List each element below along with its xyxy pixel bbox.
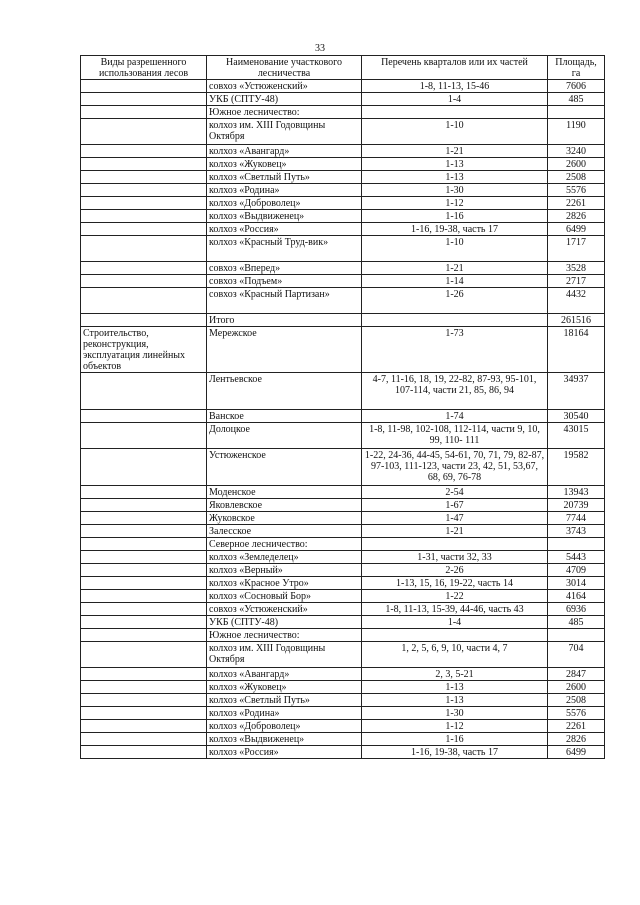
cell-quarters: 1-4 bbox=[362, 93, 548, 106]
cell-forestry: колхоз «Родина» bbox=[207, 184, 362, 197]
cell-forestry: колхоз «Родина» bbox=[207, 707, 362, 720]
cell-use bbox=[81, 499, 207, 512]
cell-use bbox=[81, 629, 207, 642]
cell-forestry: колхоз им. XIII Годовщины Октября bbox=[207, 642, 362, 668]
table-row bbox=[81, 694, 605, 707]
cell-area: 485 bbox=[548, 93, 605, 106]
cell-forestry: Жуковское bbox=[207, 512, 362, 525]
table-row bbox=[81, 423, 605, 449]
cell-quarters: 2, 3, 5-21 bbox=[362, 668, 548, 681]
cell-use bbox=[81, 449, 207, 486]
cell-area: 4164 bbox=[548, 590, 605, 603]
cell-quarters: 1-21 bbox=[362, 262, 548, 275]
cell-quarters: 1-30 bbox=[362, 184, 548, 197]
cell-use bbox=[81, 668, 207, 681]
cell-use bbox=[81, 171, 207, 184]
cell-area: 2826 bbox=[548, 210, 605, 223]
cell-use bbox=[81, 564, 207, 577]
cell-area: 5576 bbox=[548, 184, 605, 197]
header-use: Виды разрешенного использования лесов bbox=[81, 56, 207, 80]
cell-forestry: Южное лесничество: bbox=[207, 629, 362, 642]
cell-area bbox=[548, 629, 605, 642]
cell-area: 7606 bbox=[548, 80, 605, 93]
cell-forestry: Мережское bbox=[207, 327, 362, 373]
cell-forestry: Лентьевское bbox=[207, 373, 362, 410]
cell-forestry: Итого bbox=[207, 314, 362, 327]
cell-quarters: 2-54 bbox=[362, 486, 548, 499]
table-row bbox=[81, 525, 605, 538]
cell-area bbox=[548, 106, 605, 119]
cell-use bbox=[81, 275, 207, 288]
cell-quarters: 1-26 bbox=[362, 288, 548, 314]
table-row bbox=[81, 668, 605, 681]
cell-quarters: 1-13 bbox=[362, 681, 548, 694]
cell-area: 3014 bbox=[548, 577, 605, 590]
cell-quarters: 1-8, 11-13, 15-46 bbox=[362, 80, 548, 93]
table-row bbox=[81, 197, 605, 210]
cell-forestry: колхоз «Красное Утро» bbox=[207, 577, 362, 590]
cell-area: 2508 bbox=[548, 171, 605, 184]
cell-use bbox=[81, 197, 207, 210]
cell-use bbox=[81, 616, 207, 629]
cell-forestry: колхоз «Россия» bbox=[207, 746, 362, 759]
cell-area: 6499 bbox=[548, 223, 605, 236]
cell-quarters: 1-14 bbox=[362, 275, 548, 288]
cell-forestry: Яковлевское bbox=[207, 499, 362, 512]
cell-use bbox=[81, 681, 207, 694]
cell-use bbox=[81, 314, 207, 327]
cell-use bbox=[81, 525, 207, 538]
cell-quarters: 1-21 bbox=[362, 145, 548, 158]
header-quarters: Перечень кварталов или их частей bbox=[362, 56, 548, 80]
cell-area: 5576 bbox=[548, 707, 605, 720]
cell-area: 4709 bbox=[548, 564, 605, 577]
cell-forestry: колхоз «Земледелец» bbox=[207, 551, 362, 564]
cell-area: 2261 bbox=[548, 720, 605, 733]
table-row bbox=[81, 616, 605, 629]
cell-quarters: 1-12 bbox=[362, 720, 548, 733]
cell-area: 13943 bbox=[548, 486, 605, 499]
table-row bbox=[81, 288, 605, 314]
table-row bbox=[81, 93, 605, 106]
cell-area: 2600 bbox=[548, 681, 605, 694]
cell-use bbox=[81, 538, 207, 551]
cell-quarters: 1-10 bbox=[362, 119, 548, 145]
table-row bbox=[81, 210, 605, 223]
table-row bbox=[81, 681, 605, 694]
cell-quarters: 1, 2, 5, 6, 9, 10, части 4, 7 bbox=[362, 642, 548, 668]
cell-use bbox=[81, 119, 207, 145]
cell-use bbox=[81, 80, 207, 93]
cell-forestry: колхоз «Доброволец» bbox=[207, 197, 362, 210]
cell-quarters: 1-13 bbox=[362, 694, 548, 707]
cell-use bbox=[81, 93, 207, 106]
cell-area: 2717 bbox=[548, 275, 605, 288]
cell-use bbox=[81, 410, 207, 423]
cell-forestry: колхоз «Светлый Путь» bbox=[207, 171, 362, 184]
cell-use bbox=[81, 262, 207, 275]
table-row bbox=[81, 184, 605, 197]
cell-quarters: 1-22 bbox=[362, 590, 548, 603]
cell-forestry: совхоз «Устюженский» bbox=[207, 80, 362, 93]
header-forestry: Наименование участкового лесничества bbox=[207, 56, 362, 80]
table-row bbox=[81, 327, 605, 373]
cell-forestry: колхоз «Красный Труд-вик» bbox=[207, 236, 362, 262]
cell-forestry: колхоз «Авангард» bbox=[207, 145, 362, 158]
cell-quarters: 1-31, части 32, 33 bbox=[362, 551, 548, 564]
cell-area: 1190 bbox=[548, 119, 605, 145]
cell-quarters: 1-16, 19-38, часть 17 bbox=[362, 746, 548, 759]
cell-area: 7744 bbox=[548, 512, 605, 525]
cell-use bbox=[81, 746, 207, 759]
table-row bbox=[81, 80, 605, 93]
table-row bbox=[81, 449, 605, 486]
table-row bbox=[81, 106, 605, 119]
cell-quarters: 1-74 bbox=[362, 410, 548, 423]
cell-quarters: 1-13 bbox=[362, 158, 548, 171]
cell-quarters: 1-8, 11-98, 102-108, 112-114, части 9, 10, 99, 110- 111 bbox=[362, 423, 548, 449]
cell-quarters: 1-47 bbox=[362, 512, 548, 525]
table-row bbox=[81, 171, 605, 184]
cell-quarters: 1-12 bbox=[362, 197, 548, 210]
table-body bbox=[81, 80, 605, 759]
cell-area: 2508 bbox=[548, 694, 605, 707]
cell-use bbox=[81, 512, 207, 525]
cell-forestry: колхоз «Россия» bbox=[207, 223, 362, 236]
table-row bbox=[81, 512, 605, 525]
cell-area: 704 bbox=[548, 642, 605, 668]
cell-forestry: колхоз «Верный» bbox=[207, 564, 362, 577]
table-row bbox=[81, 145, 605, 158]
table-row bbox=[81, 551, 605, 564]
cell-forestry: Моденское bbox=[207, 486, 362, 499]
cell-area: 261516 bbox=[548, 314, 605, 327]
cell-quarters: 1-10 bbox=[362, 236, 548, 262]
cell-area: 18164 bbox=[548, 327, 605, 373]
cell-use bbox=[81, 158, 207, 171]
cell-area: 30540 bbox=[548, 410, 605, 423]
cell-area: 1717 bbox=[548, 236, 605, 262]
cell-forestry: колхоз «Сосновый Бор» bbox=[207, 590, 362, 603]
cell-forestry: Долоцкое bbox=[207, 423, 362, 449]
cell-area: 485 bbox=[548, 616, 605, 629]
table-row bbox=[81, 314, 605, 327]
table-row bbox=[81, 577, 605, 590]
table-row bbox=[81, 564, 605, 577]
cell-quarters bbox=[362, 106, 548, 119]
table-row bbox=[81, 373, 605, 410]
table-row bbox=[81, 590, 605, 603]
cell-use bbox=[81, 551, 207, 564]
cell-use bbox=[81, 145, 207, 158]
cell-forestry: Ванское bbox=[207, 410, 362, 423]
cell-use bbox=[81, 577, 207, 590]
table-row bbox=[81, 158, 605, 171]
cell-use bbox=[81, 210, 207, 223]
table-row bbox=[81, 262, 605, 275]
cell-use: Строительство, реконструкция, эксплуатация линейных объектов bbox=[81, 327, 207, 373]
cell-use bbox=[81, 184, 207, 197]
cell-use bbox=[81, 720, 207, 733]
cell-quarters: 1-4 bbox=[362, 616, 548, 629]
table-row bbox=[81, 236, 605, 262]
table-row bbox=[81, 410, 605, 423]
table-row bbox=[81, 499, 605, 512]
cell-area: 3240 bbox=[548, 145, 605, 158]
cell-quarters: 4-7, 11-16, 18, 19, 22-82, 87-93, 95-101, 107-114, части 21, 85, 86, 94 bbox=[362, 373, 548, 410]
table-row bbox=[81, 707, 605, 720]
table-header bbox=[81, 56, 605, 80]
table-row bbox=[81, 275, 605, 288]
cell-area: 34937 bbox=[548, 373, 605, 410]
cell-quarters: 1-73 bbox=[362, 327, 548, 373]
cell-use bbox=[81, 707, 207, 720]
cell-forestry: УКБ (СПТУ-48) bbox=[207, 93, 362, 106]
cell-area: 5443 bbox=[548, 551, 605, 564]
cell-quarters: 1-67 bbox=[362, 499, 548, 512]
cell-use bbox=[81, 223, 207, 236]
table-row bbox=[81, 733, 605, 746]
cell-area: 4432 bbox=[548, 288, 605, 314]
cell-quarters: 1-16, 19-38, часть 17 bbox=[362, 223, 548, 236]
cell-use bbox=[81, 486, 207, 499]
cell-area: 2600 bbox=[548, 158, 605, 171]
cell-forestry: колхоз им. XIII Годовщины Октября bbox=[207, 119, 362, 145]
cell-use bbox=[81, 642, 207, 668]
cell-use bbox=[81, 106, 207, 119]
table-row bbox=[81, 746, 605, 759]
cell-area bbox=[548, 538, 605, 551]
table-row bbox=[81, 538, 605, 551]
cell-area: 19582 bbox=[548, 449, 605, 486]
table-row bbox=[81, 642, 605, 668]
cell-quarters bbox=[362, 314, 548, 327]
cell-quarters: 1-8, 11-13, 15-39, 44-46, часть 43 bbox=[362, 603, 548, 616]
cell-forestry: Северное лесничество: bbox=[207, 538, 362, 551]
cell-use bbox=[81, 694, 207, 707]
cell-forestry: Южное лесничество: bbox=[207, 106, 362, 119]
cell-forestry: совхоз «Подъем» bbox=[207, 275, 362, 288]
cell-forestry: Устюженское bbox=[207, 449, 362, 486]
page-number: 33 bbox=[315, 43, 325, 54]
cell-quarters: 1-16 bbox=[362, 733, 548, 746]
cell-quarters: 2-26 bbox=[362, 564, 548, 577]
cell-use bbox=[81, 733, 207, 746]
table-row bbox=[81, 629, 605, 642]
cell-forestry: колхоз «Доброволец» bbox=[207, 720, 362, 733]
cell-forestry: колхоз «Жуковец» bbox=[207, 681, 362, 694]
cell-forestry: совхоз «Устюженский» bbox=[207, 603, 362, 616]
cell-area: 2847 bbox=[548, 668, 605, 681]
cell-quarters: 1-16 bbox=[362, 210, 548, 223]
table-row bbox=[81, 223, 605, 236]
cell-forestry: УКБ (СПТУ-48) bbox=[207, 616, 362, 629]
cell-forestry: Залесское bbox=[207, 525, 362, 538]
cell-quarters bbox=[362, 629, 548, 642]
cell-quarters: 1-22, 24-36, 44-45, 54-61, 70, 71, 79, 82-87, 97-103, 111-123, части 23, 42, 51, 53,67, 68, 69, 76-78 bbox=[362, 449, 548, 486]
cell-area: 6936 bbox=[548, 603, 605, 616]
cell-forestry: совхоз «Красный Партизан» bbox=[207, 288, 362, 314]
cell-use bbox=[81, 236, 207, 262]
cell-forestry: колхоз «Выдвиженец» bbox=[207, 733, 362, 746]
cell-area: 2826 bbox=[548, 733, 605, 746]
header-row bbox=[81, 56, 605, 80]
cell-quarters: 1-30 bbox=[362, 707, 548, 720]
cell-use bbox=[81, 590, 207, 603]
table-row bbox=[81, 720, 605, 733]
cell-use bbox=[81, 288, 207, 314]
cell-area: 3528 bbox=[548, 262, 605, 275]
cell-forestry: колхоз «Жуковец» bbox=[207, 158, 362, 171]
cell-forestry: колхоз «Выдвиженец» bbox=[207, 210, 362, 223]
cell-use bbox=[81, 373, 207, 410]
cell-forestry: колхоз «Авангард» bbox=[207, 668, 362, 681]
cell-quarters: 1-21 bbox=[362, 525, 548, 538]
cell-use bbox=[81, 603, 207, 616]
cell-area: 20739 bbox=[548, 499, 605, 512]
cell-area: 43015 bbox=[548, 423, 605, 449]
header-area: Площадь, га bbox=[548, 56, 605, 80]
cell-quarters: 1-13, 15, 16, 19-22, часть 14 bbox=[362, 577, 548, 590]
cell-area: 6499 bbox=[548, 746, 605, 759]
forest-use-table bbox=[80, 55, 605, 759]
table-row bbox=[81, 119, 605, 145]
cell-forestry: совхоз «Вперед» bbox=[207, 262, 362, 275]
cell-area: 3743 bbox=[548, 525, 605, 538]
cell-use bbox=[81, 423, 207, 449]
cell-quarters: 1-13 bbox=[362, 171, 548, 184]
table-row bbox=[81, 486, 605, 499]
cell-quarters bbox=[362, 538, 548, 551]
cell-area: 2261 bbox=[548, 197, 605, 210]
table-row bbox=[81, 603, 605, 616]
cell-forestry: колхоз «Светлый Путь» bbox=[207, 694, 362, 707]
